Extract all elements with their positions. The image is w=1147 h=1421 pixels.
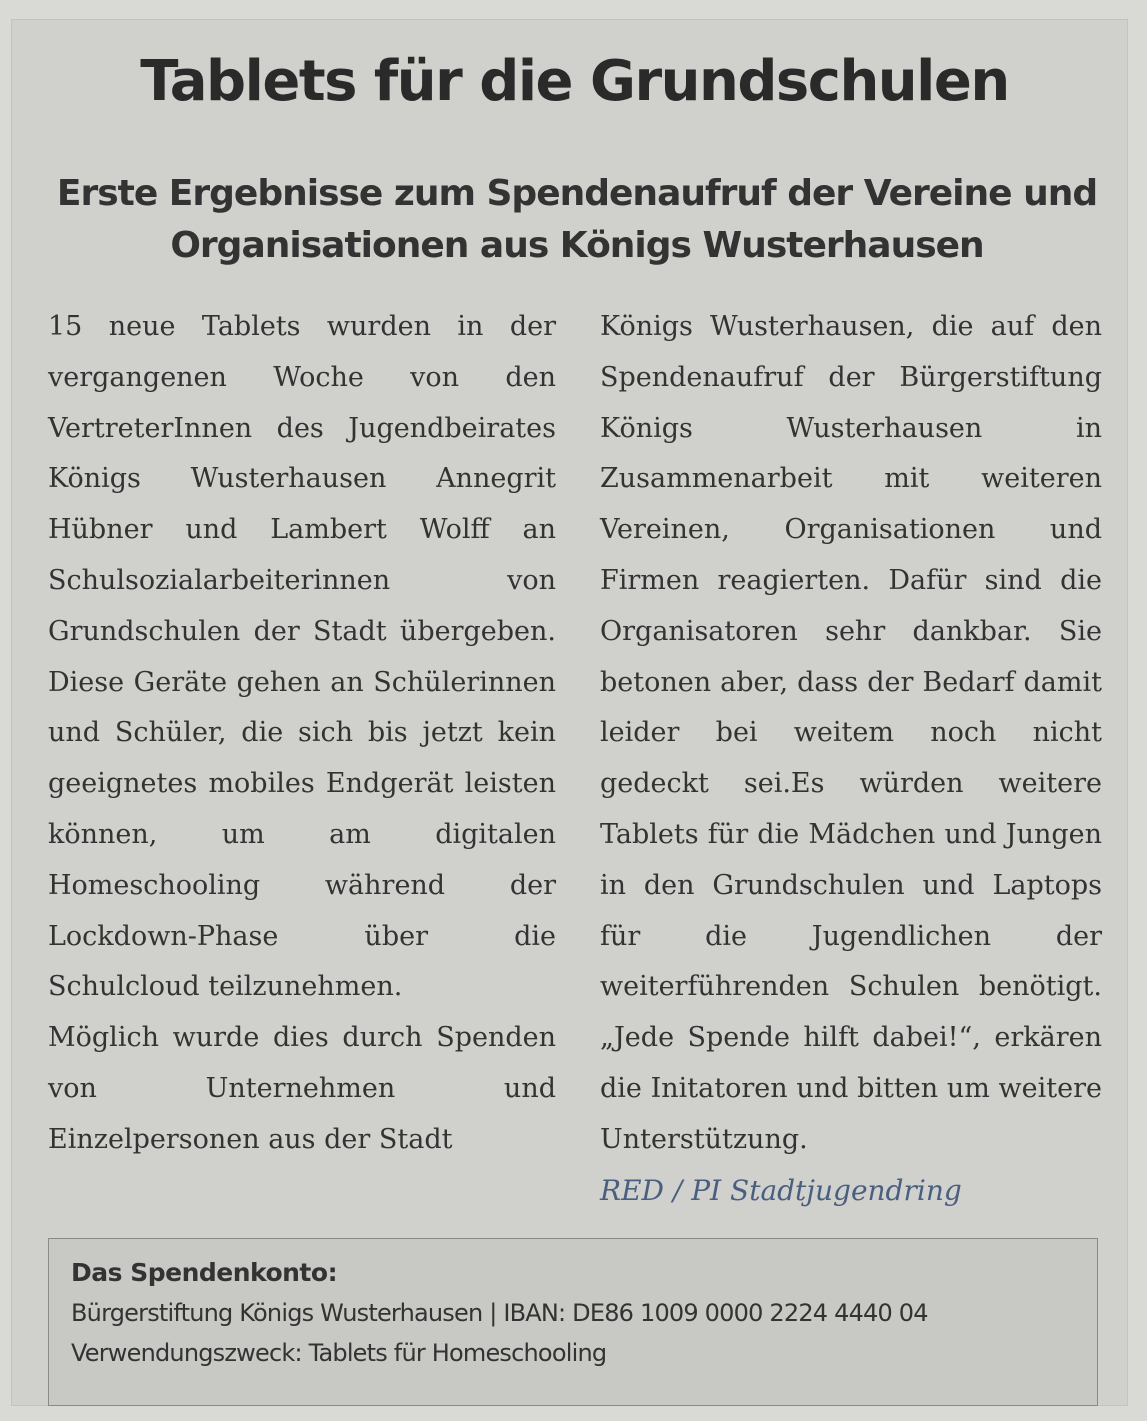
- article-column-right: [600, 302, 1102, 1216]
- donation-account-line: Bürgerstiftung Königs Wusterhausen | IBAN: DE86 1009 0000 2224 4440 04: [71, 1299, 928, 1327]
- article-column-left: [48, 302, 556, 1166]
- article-paragraph-2-start: Möglich wurde dies durch Spenden von Unternehmen und Einzelpersonen aus der Stadt: [48, 1022, 556, 1155]
- donation-purpose-line: Verwendungszweck: Tablets für Homeschooling: [71, 1339, 607, 1367]
- article-paragraph-1: 15 neue Tablets wurden in der vergangenen Woche von den VertreterInnen des Jugendbeirates Königs Wusterhausen Annegrit Hübner und Lambert Wolff an Schulsozialarbeiterinnen von Grundschulen der Stadt übergeben. Diese Geräte gehen an Schülerinnen und Schüler, die sich bis jetzt kein geeignetes mobiles Endgerät leisten können, um am digitalen Homeschooling während der Lockdown-Phase über die Schulcloud teilzunehmen.: [48, 311, 556, 1003]
- article-subheadline: Erste Ergebnisse zum Spendenaufruf der Vereine und Organisationen aus Königs Wusterhausen: [56, 173, 1098, 266]
- article-byline: RED / PI Stadtjugendring: [600, 1173, 962, 1207]
- newspaper-clipping: [12, 20, 1127, 1405]
- donation-box-title: Das Spendenkonto:: [71, 1258, 338, 1287]
- donation-account-box: [48, 1238, 1098, 1406]
- article-paragraph-2-end: Königs Wusterhausen, die auf den Spendenaufruf der Bürgerstiftung Königs Wusterhausen in Zusammenarbeit mit weiteren Vereinen, Organisationen und Firmen reagierten. Dafür sind die Organisatoren sehr dankbar. Sie betonen aber, dass der Bedarf damit leider bei weitem noch nicht gedeckt sei.Es würden weitere Tablets für die Mädchen und Jungen in den Grundschulen und Laptops für die Jugendlichen der weiterführenden Schulen benötigt. „Jede Spende hilft dabei!“, erkären die Initatoren und bitten um weitere Unterstützung.: [600, 311, 1102, 1155]
- article-headline: Tablets für die Grundschulen: [140, 49, 1009, 114]
